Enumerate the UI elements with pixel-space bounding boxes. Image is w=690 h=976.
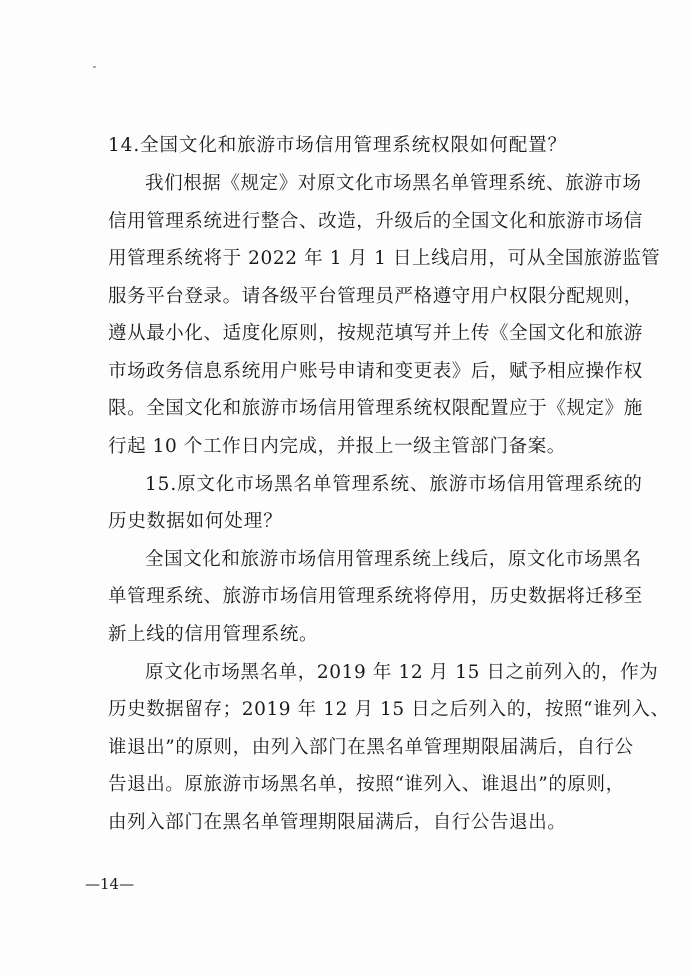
paragraph-line: 告退出。原旅游市场黑名单，按照“谁列入、谁退出”的原则， xyxy=(108,774,625,795)
paragraph-line: 谁退出”的原则，由列入部门在黑名单管理期限届满后，自行公 xyxy=(108,737,634,758)
paragraph-line: 原文化市场黑名单，2019 年 12 月 15 日之前列入的，作为 xyxy=(145,662,659,683)
paragraph-line: 服务平台登录。请各级平台管理员严格遵守用户权限分配规则， xyxy=(108,286,643,307)
paragraph-line: 市场政务信息系统用户账号申请和变更表》后，赋予相应操作权 xyxy=(108,361,643,382)
page-number: —14— xyxy=(85,875,135,893)
paragraph-line: 用管理系统将于 2022 年 1 月 1 日上线启用，可从全国旅游监管 xyxy=(108,248,661,269)
paragraph-line: 全国文化和旅游市场信用管理系统上线后，原文化市场黑名 xyxy=(145,549,642,570)
paragraph-line: 历史数据留存；2019 年 12 月 15 日之后列入的，按照“谁列入、 xyxy=(108,699,670,720)
paragraph-line: 我们根据《规定》对原文化市场黑名单管理系统、旅游市场 xyxy=(145,173,642,194)
paragraph-line: 单管理系统、旅游市场信用管理系统将停用，历史数据将迁移至 xyxy=(108,586,643,607)
paragraph-line: 新上线的信用管理系统。 xyxy=(108,624,319,645)
scan-speck xyxy=(93,66,96,68)
paragraph-line: 限。全国文化和旅游市场信用管理系统权限配置应于《规定》施 xyxy=(108,398,643,419)
question-14-heading: 14.全国文化和旅游市场信用管理系统权限如何配置？ xyxy=(108,135,567,156)
paragraph-line: 遵从最小化、适度化原则，按规范填写并上传《全国文化和旅游 xyxy=(108,323,643,344)
paragraph-line: 行起 10 个工作日内完成，并报上一级主管部门备案。 xyxy=(108,436,566,457)
question-15-heading-line-2: 历史数据如何处理？ xyxy=(108,511,283,532)
paragraph-line: 信用管理系统进行整合、改造，升级后的全国文化和旅游市场信 xyxy=(108,211,643,232)
question-15-heading-line-1: 15.原文化市场黑名单管理系统、旅游市场信用管理系统的 xyxy=(145,474,643,495)
paragraph-line: 由列入部门在黑名单管理期限届满后，自行公告退出。 xyxy=(108,812,567,833)
